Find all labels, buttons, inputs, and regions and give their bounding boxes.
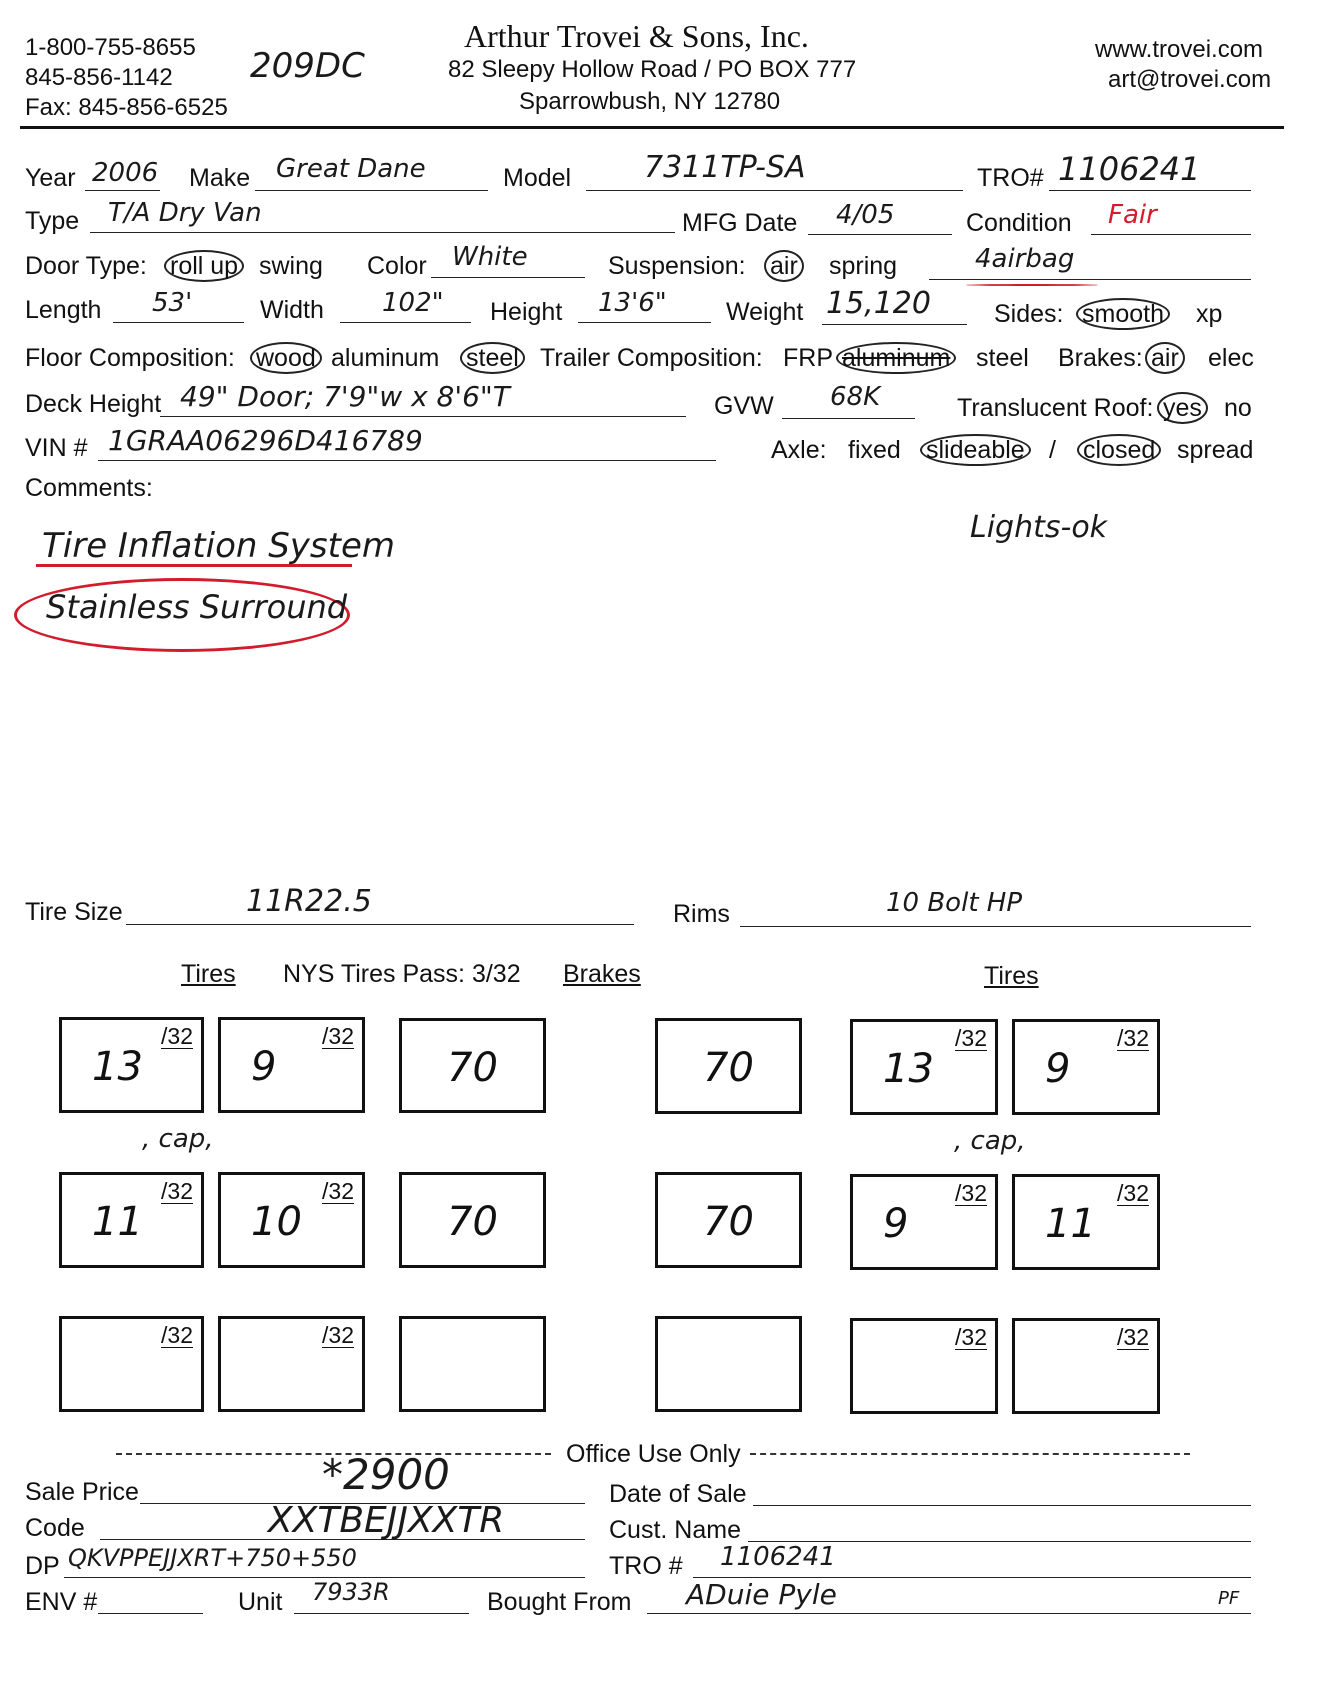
brakes-label: Brakes: — [1058, 344, 1143, 372]
deck-height-label: Deck Height — [25, 390, 162, 418]
dp-label: DP — [25, 1552, 60, 1580]
floor-composition-label: Floor Composition: — [25, 344, 235, 372]
roof-no-option[interactable]: no — [1224, 394, 1252, 422]
axle-slideable-option[interactable]: slideable — [926, 436, 1025, 465]
tire-box[interactable]: /32 11 — [1012, 1174, 1160, 1270]
stock-code: 209DC — [250, 46, 365, 86]
tires-right-heading: Tires — [984, 962, 1039, 990]
model-value[interactable]: 7311TP-SA — [644, 150, 806, 185]
axle-separator: / — [1049, 436, 1056, 464]
sides-label: Sides: — [994, 300, 1064, 328]
office-use-title: Office Use Only — [566, 1440, 741, 1468]
tire-box[interactable]: /32 — [59, 1316, 204, 1412]
vin-value[interactable]: 1GRAA06296D416789 — [108, 424, 423, 457]
office-divider-right — [750, 1453, 1190, 1455]
type-value[interactable]: T/A Dry Van — [108, 198, 262, 228]
condition-value[interactable]: Fair — [1108, 200, 1157, 230]
code-label: Code — [25, 1514, 85, 1542]
roof-yes-option[interactable]: yes — [1163, 394, 1202, 423]
year-value[interactable]: 2006 — [92, 158, 159, 188]
vin-label: VIN # — [25, 434, 88, 462]
axle-label: Axle: — [771, 436, 827, 464]
brakes-heading: Brakes — [563, 960, 641, 988]
tire-box[interactable]: /32 — [850, 1318, 998, 1414]
model-label: Model — [503, 164, 572, 192]
suspension-label: Suspension: — [608, 252, 746, 280]
weight-value[interactable]: 15,120 — [826, 286, 931, 321]
cap-note-left: , cap, — [142, 1124, 214, 1154]
gvw-value[interactable]: 68K — [830, 382, 881, 412]
unit-value[interactable]: 7933R — [312, 1578, 390, 1606]
sale-price-label: Sale Price — [25, 1478, 139, 1506]
length-label: Length — [25, 296, 102, 324]
tro-value[interactable]: 1106241 — [1058, 150, 1201, 188]
dp-value[interactable]: QKVPPEJJXRT+750+550 — [68, 1544, 357, 1572]
header-divider — [20, 126, 1284, 129]
office-tro-value[interactable]: 1106241 — [720, 1542, 836, 1572]
brake-box[interactable]: 70 — [655, 1018, 802, 1114]
comment-line-2[interactable]: Stainless Surround — [46, 588, 348, 626]
tro-label: TRO# — [977, 164, 1044, 192]
company-address: 82 Sleepy Hollow Road / PO BOX 777 — [448, 56, 857, 83]
comment-right[interactable]: Lights-ok — [970, 510, 1108, 545]
tire-box[interactable]: /32 10 — [218, 1172, 365, 1268]
suspension-spring-option[interactable]: spring — [829, 252, 898, 280]
axle-fixed-option[interactable]: fixed — [848, 436, 901, 464]
translucent-roof-label: Translucent Roof: — [957, 394, 1154, 422]
unit-label: Unit — [238, 1588, 283, 1616]
color-label: Color — [367, 252, 427, 280]
tire-box[interactable]: /32 9 — [1012, 1019, 1160, 1115]
tire-size-value[interactable]: 11R22.5 — [246, 884, 372, 919]
brake-box[interactable]: 70 — [399, 1018, 546, 1113]
red-underline-mark — [966, 284, 1098, 286]
sides-xp-option[interactable]: xp — [1196, 300, 1223, 328]
weight-label: Weight — [726, 298, 804, 326]
mfg-date-label: MFG Date — [682, 209, 798, 237]
floor-steel-option[interactable]: steel — [466, 344, 519, 373]
height-label: Height — [490, 298, 563, 326]
rims-label: Rims — [673, 900, 730, 928]
gvw-label: GVW — [714, 392, 774, 420]
office-tro-label: TRO # — [609, 1552, 683, 1580]
axle-closed-option[interactable]: closed — [1083, 436, 1155, 465]
fax-number: Fax: 845-856-6525 — [25, 94, 228, 121]
cap-note-right: , cap, — [954, 1126, 1026, 1156]
company-website: www.trovei.com — [1095, 36, 1264, 63]
length-value[interactable]: 53' — [152, 288, 193, 318]
sale-price-value[interactable]: *2900 — [322, 1450, 450, 1499]
brakes-air-option[interactable]: air — [1151, 344, 1179, 373]
width-value[interactable]: 102" — [382, 288, 444, 318]
brake-box[interactable]: 70 — [399, 1172, 546, 1268]
company-name: Arthur Trovei & Sons, Inc. — [464, 18, 809, 54]
tire-size-label: Tire Size — [25, 898, 123, 926]
brake-box[interactable] — [399, 1316, 546, 1412]
bought-from-value[interactable]: ADuie Pyle — [686, 1578, 837, 1611]
suspension-note[interactable]: 4airbag — [975, 244, 1075, 274]
floor-wood-option[interactable]: wood — [256, 344, 316, 373]
tire-box[interactable]: /32 13 — [59, 1017, 204, 1113]
tire-box[interactable]: /32 9 — [218, 1017, 365, 1113]
trailer-composition-label: Trailer Composition: — [540, 344, 763, 372]
door-swing-option[interactable]: swing — [259, 252, 323, 280]
make-value[interactable]: Great Dane — [276, 154, 426, 184]
env-label: ENV # — [25, 1588, 98, 1616]
brake-box[interactable]: 70 — [655, 1172, 802, 1268]
code-value[interactable]: XXTBEJJXXTR — [268, 1500, 505, 1541]
width-label: Width — [260, 296, 324, 324]
company-city: Sparrowbush, NY 12780 — [519, 88, 781, 115]
deck-height-value[interactable]: 49" Door; 7'9"w x 8'6"T — [180, 380, 510, 413]
company-email: art@trovei.com — [1108, 66, 1272, 93]
make-label: Make — [189, 164, 251, 192]
axle-spread-option[interactable]: spread — [1177, 436, 1254, 464]
mfg-date-value[interactable]: 4/05 — [836, 200, 895, 230]
tire-box[interactable]: /32 13 — [850, 1019, 998, 1115]
cust-name-label: Cust. Name — [609, 1516, 741, 1544]
tire-box[interactable]: /32 9 — [850, 1174, 998, 1270]
comment-underline — [36, 564, 352, 567]
type-label: Type — [25, 207, 80, 235]
color-value[interactable]: White — [452, 242, 528, 272]
brake-box[interactable] — [655, 1316, 802, 1412]
door-type-label: Door Type: — [25, 252, 147, 280]
suspension-air-option[interactable]: air — [770, 252, 798, 281]
condition-label: Condition — [966, 209, 1072, 237]
tires-left-heading: Tires — [181, 960, 236, 988]
tire-box[interactable]: /32 — [218, 1316, 365, 1412]
tire-box[interactable]: /32 — [1012, 1318, 1160, 1414]
comments-label: Comments: — [25, 474, 153, 502]
trailer-frp-option[interactable]: FRP — [783, 344, 833, 372]
trailer-steel-option[interactable]: steel — [976, 344, 1029, 372]
door-roll-up-option[interactable]: roll up — [170, 252, 238, 281]
initials: PF — [1218, 1588, 1240, 1609]
phone-local: 845-856-1142 — [25, 64, 173, 91]
height-value[interactable]: 13'6" — [598, 288, 667, 318]
floor-aluminum-option[interactable]: aluminum — [331, 344, 440, 372]
phone-tollfree: 1-800-755-8655 — [25, 34, 196, 61]
trailer-aluminum-option[interactable]: aluminum — [842, 344, 950, 373]
rims-value[interactable]: 10 Bolt HP — [886, 888, 1023, 918]
date-of-sale-label: Date of Sale — [609, 1480, 747, 1508]
brakes-elec-option[interactable]: elec — [1208, 344, 1254, 372]
sides-smooth-option[interactable]: smooth — [1082, 300, 1164, 329]
nys-tires-pass: NYS Tires Pass: 3/32 — [283, 960, 521, 988]
comment-line-1[interactable]: Tire Inflation System — [42, 526, 396, 566]
tire-box[interactable]: /32 11 — [59, 1172, 204, 1268]
bought-from-label: Bought From — [487, 1588, 632, 1616]
year-label: Year — [25, 164, 76, 192]
